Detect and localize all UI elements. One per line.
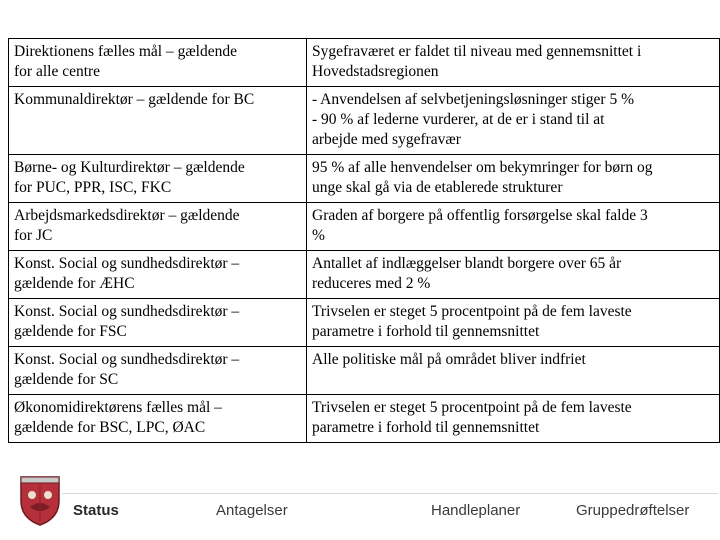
cell-text-line: - Anvendelsen af selvbetjeningsløsninger stiger 5 % bbox=[312, 91, 634, 108]
cell-text-line: Trivselen er steget 5 procentpoint på de fem laveste bbox=[312, 303, 632, 320]
nav-gruppedroeftelser[interactable]: Gruppedrøftelser bbox=[576, 502, 690, 519]
cell-text-line: Konst. Social og sundhedsdirektør – bbox=[14, 351, 240, 368]
goals-table bbox=[8, 38, 720, 443]
table-row bbox=[9, 39, 720, 87]
cell-text-line: % bbox=[312, 227, 325, 244]
cell-text-line: Sygefraværet er faldet til niveau med gennemsnittet i bbox=[312, 43, 642, 60]
table-row bbox=[9, 155, 720, 203]
cell-text-line: Kommunaldirektør – gældende for BC bbox=[14, 91, 255, 108]
table-row bbox=[9, 251, 720, 299]
responsible-cell bbox=[9, 347, 307, 395]
table-row bbox=[9, 87, 720, 155]
cell-text-line: parametre i forhold til gennemsnittet bbox=[312, 419, 540, 436]
cell-text-line: Konst. Social og sundhedsdirektør – bbox=[14, 255, 240, 272]
responsible-cell bbox=[9, 87, 307, 155]
table-row bbox=[9, 203, 720, 251]
cell-text-line: 95 % af alle henvendelser om bekymringer for børn og bbox=[312, 159, 653, 176]
cell-text-line: for JC bbox=[14, 227, 53, 244]
goal-cell bbox=[307, 395, 720, 443]
cell-text-line: Økonomidirektørens fælles mål – bbox=[14, 399, 222, 416]
cell-text-line: Antallet af indlæggelser blandt borgere over 65 år bbox=[312, 255, 622, 272]
goal-cell bbox=[307, 251, 720, 299]
cell-text-line: Arbejdsmarkedsdirektør – gældende bbox=[14, 207, 240, 224]
cell-text-line: Børne- og Kulturdirektør – gældende bbox=[14, 159, 245, 176]
cell-text-line: arbejde med sygefravær bbox=[312, 131, 461, 148]
table-row bbox=[9, 395, 720, 443]
cell-text-line: gældende for FSC bbox=[14, 323, 127, 340]
table-row bbox=[9, 347, 720, 395]
responsible-cell bbox=[9, 39, 307, 87]
cell-text-line: Alle politiske mål på området bliver indfriet bbox=[312, 351, 586, 368]
nav-antagelser[interactable]: Antagelser bbox=[216, 502, 288, 519]
goal-cell bbox=[307, 347, 720, 395]
goal-cell bbox=[307, 87, 720, 155]
cell-text-line: for PUC, PPR, ISC, FKC bbox=[14, 179, 172, 196]
goal-cell bbox=[307, 39, 720, 87]
cell-text-line: Graden af borgere på offentlig forsørgelse skal falde 3 bbox=[312, 207, 648, 224]
cell-text-line: Trivselen er steget 5 procentpoint på de fem laveste bbox=[312, 399, 632, 416]
footer bbox=[0, 478, 720, 540]
cell-text-line: Konst. Social og sundhedsdirektør – bbox=[14, 303, 240, 320]
goal-cell bbox=[307, 299, 720, 347]
cell-text-line: parametre i forhold til gennemsnittet bbox=[312, 323, 540, 340]
goal-cell bbox=[307, 203, 720, 251]
cell-text-line: Direktionens fælles mål – gældende bbox=[14, 43, 237, 60]
responsible-cell bbox=[9, 155, 307, 203]
cell-text-line: - 90 % af lederne vurderer, at de er i stand til at bbox=[312, 111, 605, 128]
cell-text-line: for alle centre bbox=[14, 63, 101, 80]
nav-handleplaner[interactable]: Handleplaner bbox=[431, 502, 521, 519]
goal-cell bbox=[307, 155, 720, 203]
responsible-cell bbox=[9, 203, 307, 251]
cell-text-line: gældende for ÆHC bbox=[14, 275, 135, 292]
footer-divider bbox=[62, 493, 718, 494]
responsible-cell bbox=[9, 251, 307, 299]
cell-text-line: Hovedstadsregionen bbox=[312, 63, 439, 80]
goals-table-body bbox=[9, 39, 720, 443]
nav-status[interactable]: Status bbox=[73, 502, 119, 519]
cell-text-line: gældende for BSC, LPC, ØAC bbox=[14, 419, 206, 436]
table-row bbox=[9, 299, 720, 347]
responsible-cell bbox=[9, 395, 307, 443]
municipal-crest-icon bbox=[17, 471, 63, 527]
cell-text-line: unge skal gå via de etablerede strukturer bbox=[312, 179, 563, 196]
cell-text-line: reduceres med 2 % bbox=[312, 275, 431, 292]
cell-text-line: gældende for SC bbox=[14, 371, 119, 388]
responsible-cell bbox=[9, 299, 307, 347]
